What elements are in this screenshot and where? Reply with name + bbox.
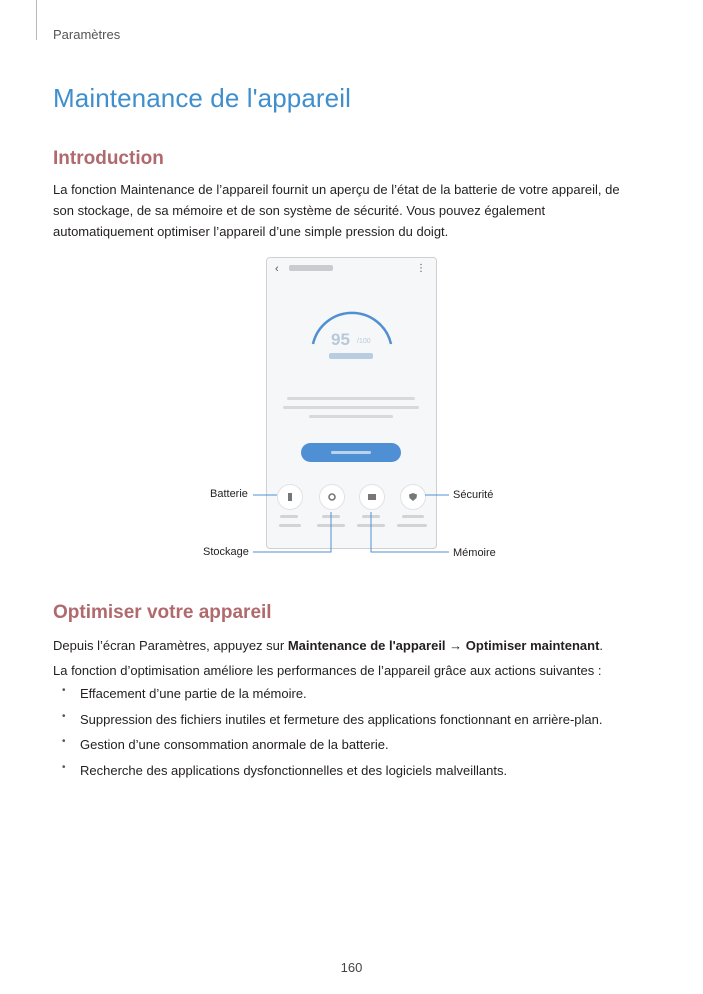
battery-icon xyxy=(285,492,295,502)
page-edge-rule xyxy=(36,0,37,40)
optimize-actions-list xyxy=(62,686,602,788)
list-item: • Recherche des applications dysfonctionnelles et des logiciels malveillants. xyxy=(62,763,602,789)
category-label xyxy=(357,524,385,527)
optimize-instruction: Depuis l’écran Paramètres, appuyez sur Maintenance de l'appareil → Optimiser maintenant. xyxy=(53,638,604,653)
category-label xyxy=(402,515,424,518)
description-line xyxy=(287,397,415,400)
section-label: Paramètres xyxy=(53,27,121,42)
category-label xyxy=(397,524,427,527)
security-callout: Sécurité xyxy=(453,489,494,501)
category-label xyxy=(280,515,298,518)
memory-category xyxy=(359,484,385,510)
score-unit: /100 xyxy=(357,338,371,345)
category-label xyxy=(362,515,380,518)
description-line xyxy=(309,415,393,418)
optimize-heading: Optimiser votre appareil xyxy=(53,602,272,623)
category-label xyxy=(322,515,340,518)
more-options-icon: ⋮ xyxy=(416,263,426,274)
memory-callout: Mémoire xyxy=(453,547,496,559)
battery-callout: Batterie xyxy=(210,488,248,500)
security-shield-icon xyxy=(408,492,418,502)
list-item: • Effacement d’une partie de la mémoire. xyxy=(62,686,602,712)
phone-app-bar xyxy=(267,258,436,282)
score-gauge-arc xyxy=(307,298,397,348)
list-item: • Gestion d’une consommation anormale de la batterie. xyxy=(62,737,602,763)
storage-category xyxy=(319,484,345,510)
security-category xyxy=(400,484,426,510)
category-label xyxy=(279,524,301,527)
score-value: 95 xyxy=(331,330,350,349)
list-item: • Suppression des fichiers inutiles et fermeture des applications fonctionnant en arrière-plan. xyxy=(62,712,602,738)
memory-icon xyxy=(367,492,377,502)
status-label xyxy=(329,353,373,359)
page-number: 160 xyxy=(340,960,363,975)
description-line xyxy=(283,406,419,409)
back-arrow-icon: ‹ xyxy=(275,263,279,275)
app-bar-title xyxy=(289,265,333,271)
menu-path-optimize: Optimiser maintenant xyxy=(465,638,600,653)
phone-screenshot xyxy=(266,257,437,549)
menu-path-maintenance: Maintenance de l'appareil xyxy=(287,638,446,653)
storage-icon xyxy=(327,492,337,502)
page-title: Maintenance de l'appareil xyxy=(53,83,351,113)
battery-category xyxy=(277,484,303,510)
category-label xyxy=(317,524,345,527)
intro-paragraph: La fonction Maintenance de l’appareil fournit un aperçu de l’état de la batterie de votre appareil, de son stockage, de sa mémoire et de son système de sécurité. Vous pouvez également automatiquement optimiser l’appareil d’une simple pression du doigt. xyxy=(53,182,620,239)
menu-arrow: → xyxy=(445,638,466,653)
optimize-description: La fonction d’optimisation améliore les performances de l’appareil grâce aux actions suivantes : xyxy=(53,663,602,678)
intro-heading: Introduction xyxy=(53,148,164,169)
optimize-now-button xyxy=(301,443,401,462)
storage-callout: Stockage xyxy=(203,546,249,558)
